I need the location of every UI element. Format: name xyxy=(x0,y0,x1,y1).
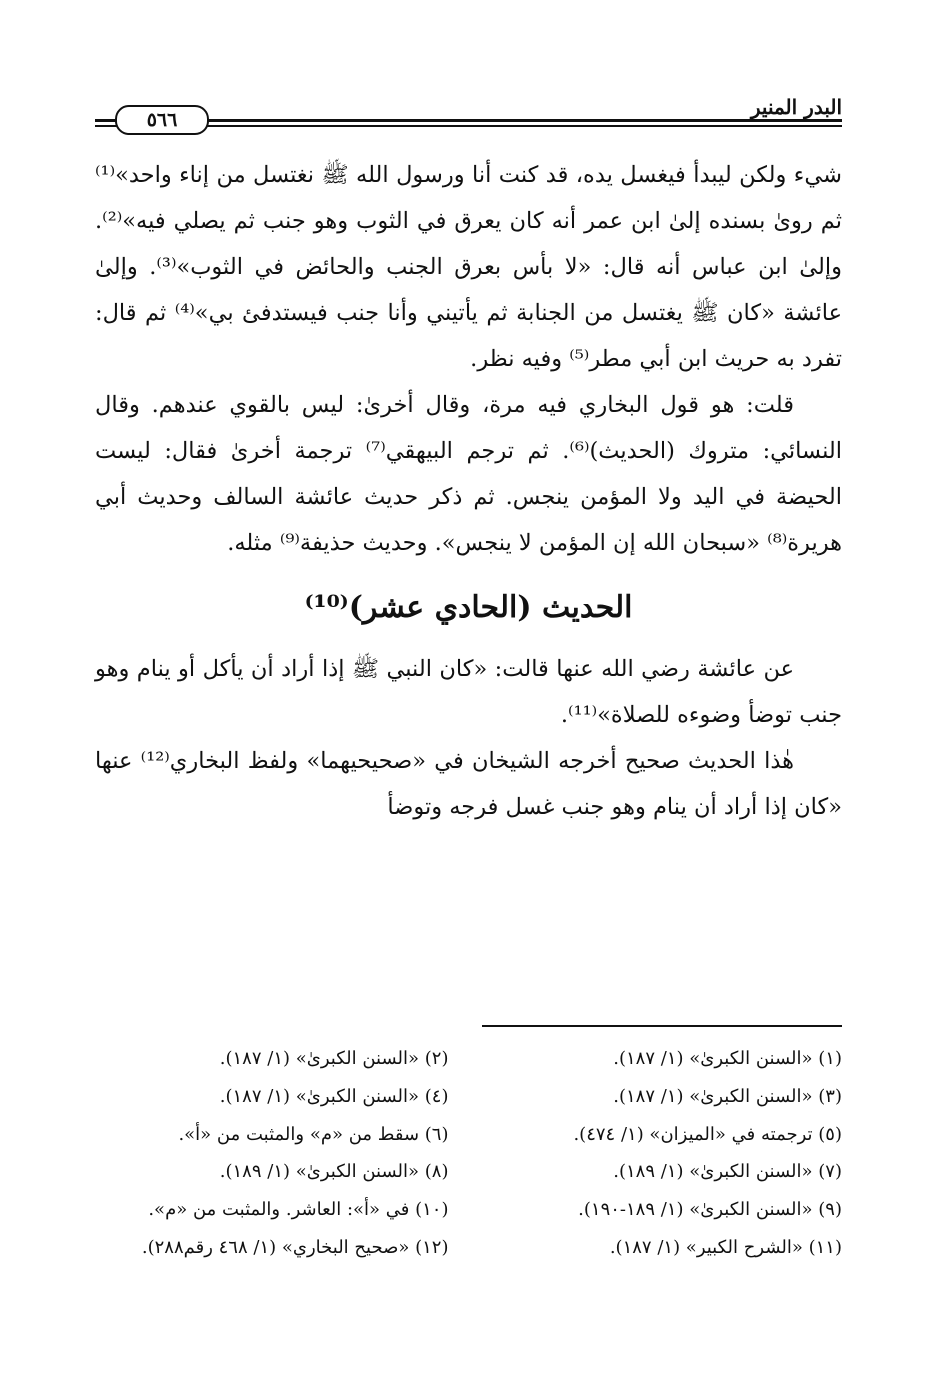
page-header xyxy=(95,93,842,135)
footnote-3: (٣) «السنن الكبرىٰ» (١/ ١٨٧). xyxy=(613,1085,842,1107)
running-title: البدر المنير xyxy=(750,95,842,119)
paragraph-1: شيء ولكن ليبدأ فيغسل يده، قد كنت أنا ورسول الله ﷺ نغتسل من إناء واحد»⁽¹⁾ ثم روىٰ بسنده إلىٰ ابن عمر أنه كان يعرق في الثوب وهو جنب ثم يصلي فيه»⁽²⁾. وإلىٰ ابن عباس أنه قال: «لا بأس بعرق الجنب والحائض في الثوب»⁽³⁾. وإلىٰ عائشة «كان ﷺ يغتسل من الجنابة ثم يأتيني وأنا جنب فيستدفئ بي»⁽⁴⁾ ثم قال: تفرد به حريث ابن أبي مطر⁽⁵⁾ وفيه نظر. xyxy=(95,162,842,372)
footnote-10: (١٠) في «أ»: العاشر. والمثبت من «م». xyxy=(148,1199,449,1221)
hadith-text: عن عائشة رضي الله عنها قالت: «كان النبي ﷺ إذا أراد أن يأكل أو ينام وهو جنب توضأ وضوءه للصلاة»⁽¹¹⁾. xyxy=(95,656,842,728)
footnote-9: (٩) «السنن الكبرىٰ» (١/ ١٨٩-١٩٠). xyxy=(578,1199,842,1221)
footnote-separator xyxy=(482,1025,842,1027)
section-heading: الحديث (الحادي عشر)⁽¹⁰⁾ xyxy=(304,590,633,625)
footnote-11: (١١) «الشرح الكبير» (١/ ١٨٧). xyxy=(609,1236,842,1258)
footnote-4: (٤) «السنن الكبرىٰ» (١/ ١٨٧). xyxy=(219,1085,449,1107)
footnote-6: (٦) سقط من «م» والمثبت من «أ». xyxy=(178,1123,449,1145)
footnote-2: (٢) «السنن الكبرىٰ» (١/ ١٨٧). xyxy=(219,1048,449,1069)
footnotes xyxy=(95,1040,842,1267)
footnote-5: (٥) ترجمته في «الميزان» (١/ ٤٧٤). xyxy=(573,1123,842,1145)
footnote-7: (٧) «السنن الكبرىٰ» (١/ ١٨٩). xyxy=(613,1161,842,1183)
page-body xyxy=(95,152,842,830)
footnote-12: (١٢) «صحيح البخاري» (١/ ٤٦٨ رقم٢٨٨). xyxy=(141,1236,449,1258)
paragraph-2: قلت: هو قول البخاري فيه مرة، وقال أخرىٰ: ليس بالقوي عندهم. وقال النسائي: متروك (الحديث)⁽⁶⁾. ثم ترجم البيهقي⁽⁷⁾ ترجمة أخرىٰ فقال: ليست الحيضة في اليد ولا المؤمن ينجس. ثم ذكر حديث عائشة السالف وحديث أبي هريرة⁽⁸⁾ «سبحان الله إن المؤمن لا ينجس». وحديث حذيفة⁽⁹⁾ مثله. xyxy=(95,392,842,556)
page-number: ٥٦٦ xyxy=(115,105,209,135)
footnote-8: (٨) «السنن الكبرىٰ» (١/ ١٨٩). xyxy=(219,1161,449,1183)
footnote-1: (١) «السنن الكبرىٰ» (١/ ١٨٧). xyxy=(613,1048,842,1069)
closing-paragraph: هٰذا الحديث صحيح أخرجه الشيخان في «صحيحيهما» ولفظ البخاري⁽¹²⁾ عنها «كان إذا أراد أن ينام وهو جنب غسل فرجه وتوضأ xyxy=(95,748,842,820)
